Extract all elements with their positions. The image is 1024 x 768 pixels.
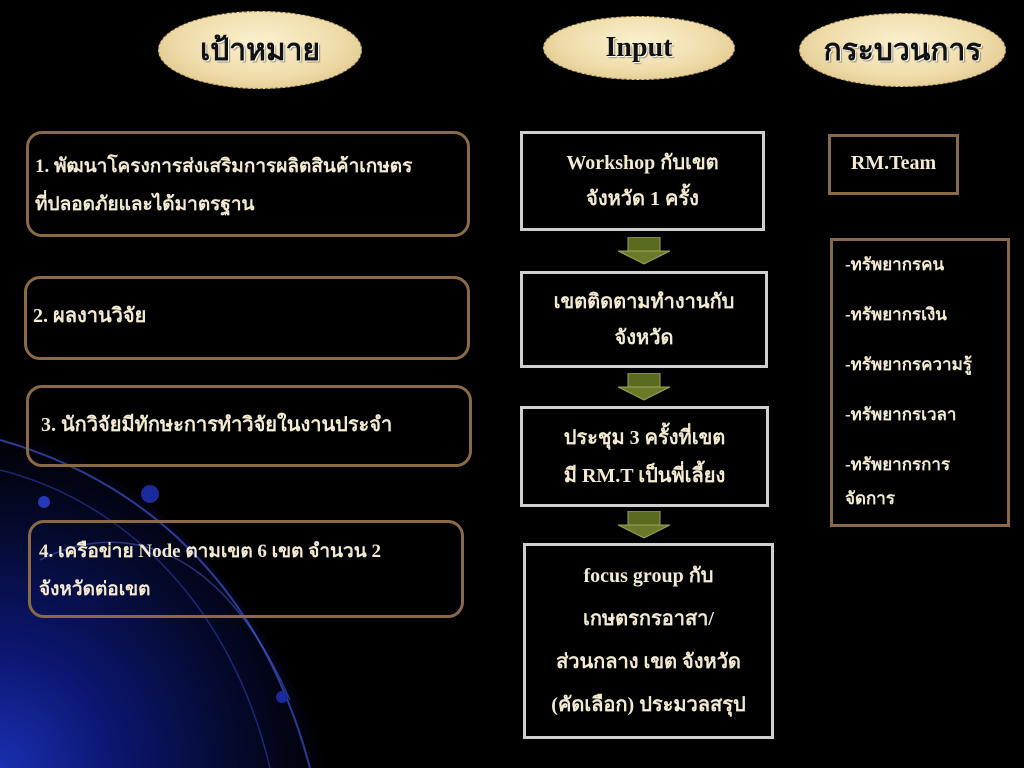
resource-money: -ทรัพยากรเงิน — [845, 305, 947, 324]
header-input-label: Input — [605, 32, 673, 63]
step-1-line2: จังหวัด 1 ครั้ง — [586, 188, 699, 210]
step-1-line1: Workshop กับเขต — [566, 152, 719, 174]
header-goal-label: เป้าหมาย — [199, 33, 321, 67]
resource-time: -ทรัพยากรเวลา — [845, 405, 957, 424]
step-box-4 — [523, 543, 774, 739]
goal-3-line1: 3. นักวิจัยมีทักษะการทำวิจัยในงานประจำ — [41, 414, 393, 436]
step-4-line3: ส่วนกลาง เขต จังหวัด — [556, 651, 741, 673]
goal-1-line2: ที่ปลอดภัยและได้มาตรฐาน — [35, 194, 255, 215]
resource-knowledge: -ทรัพยากรความรู้ — [845, 355, 972, 374]
step-2-line2: จังหวัด — [614, 326, 674, 349]
goal-box-1 — [26, 131, 470, 237]
step-box-1 — [520, 131, 765, 231]
step-4-line4: (คัดเลือก) ประมวลสรุป — [551, 694, 746, 716]
step-3-line1: ประชุม 3 ครั้งที่เขต — [563, 426, 726, 449]
resources-box — [830, 238, 1010, 527]
step-4-line1: focus group กับ — [583, 565, 714, 587]
rm-team-label: RM.Team — [850, 152, 937, 174]
step-3-line2: มี RM.T เป็นพี่เลี้ยง — [563, 464, 726, 487]
goal-2-line1: 2. ผลงานวิจัย — [33, 305, 147, 327]
step-box-3 — [520, 406, 769, 507]
goal-4-line2: จังหวัดต่อเขต — [39, 579, 151, 600]
resource-people: -ทรัพยากรคน — [845, 255, 945, 274]
rm-team-box — [828, 134, 959, 195]
header-process-label: กระบวนการ — [823, 33, 982, 67]
down-arrow-icon — [618, 373, 670, 401]
step-2-line1: เขตติดตามทำงานกับ — [553, 290, 735, 313]
step-box-2 — [520, 271, 768, 368]
goal-1-line1: 1. พัฒนาโครงการส่งเสริมการผลิตสินค้าเกษตร — [35, 156, 413, 177]
header-goal — [158, 11, 362, 89]
header-process — [799, 13, 1006, 87]
goal-box-4 — [28, 520, 464, 618]
goal-box-2 — [24, 276, 470, 360]
down-arrow-icon — [618, 237, 670, 265]
goal-box-3 — [26, 385, 472, 467]
resource-management — [845, 453, 1007, 511]
resource-management-line1: -ทรัพยากรการ — [845, 455, 951, 474]
step-4-line2: เกษตรกรอาสา/ — [583, 608, 714, 630]
resource-management-line2: จัดการ — [845, 489, 895, 508]
goal-4-line1: 4. เครือข่าย Node ตามเขต 6 เขต จำนวน 2 — [39, 541, 381, 562]
down-arrow-icon — [618, 511, 670, 539]
header-input — [543, 16, 735, 80]
